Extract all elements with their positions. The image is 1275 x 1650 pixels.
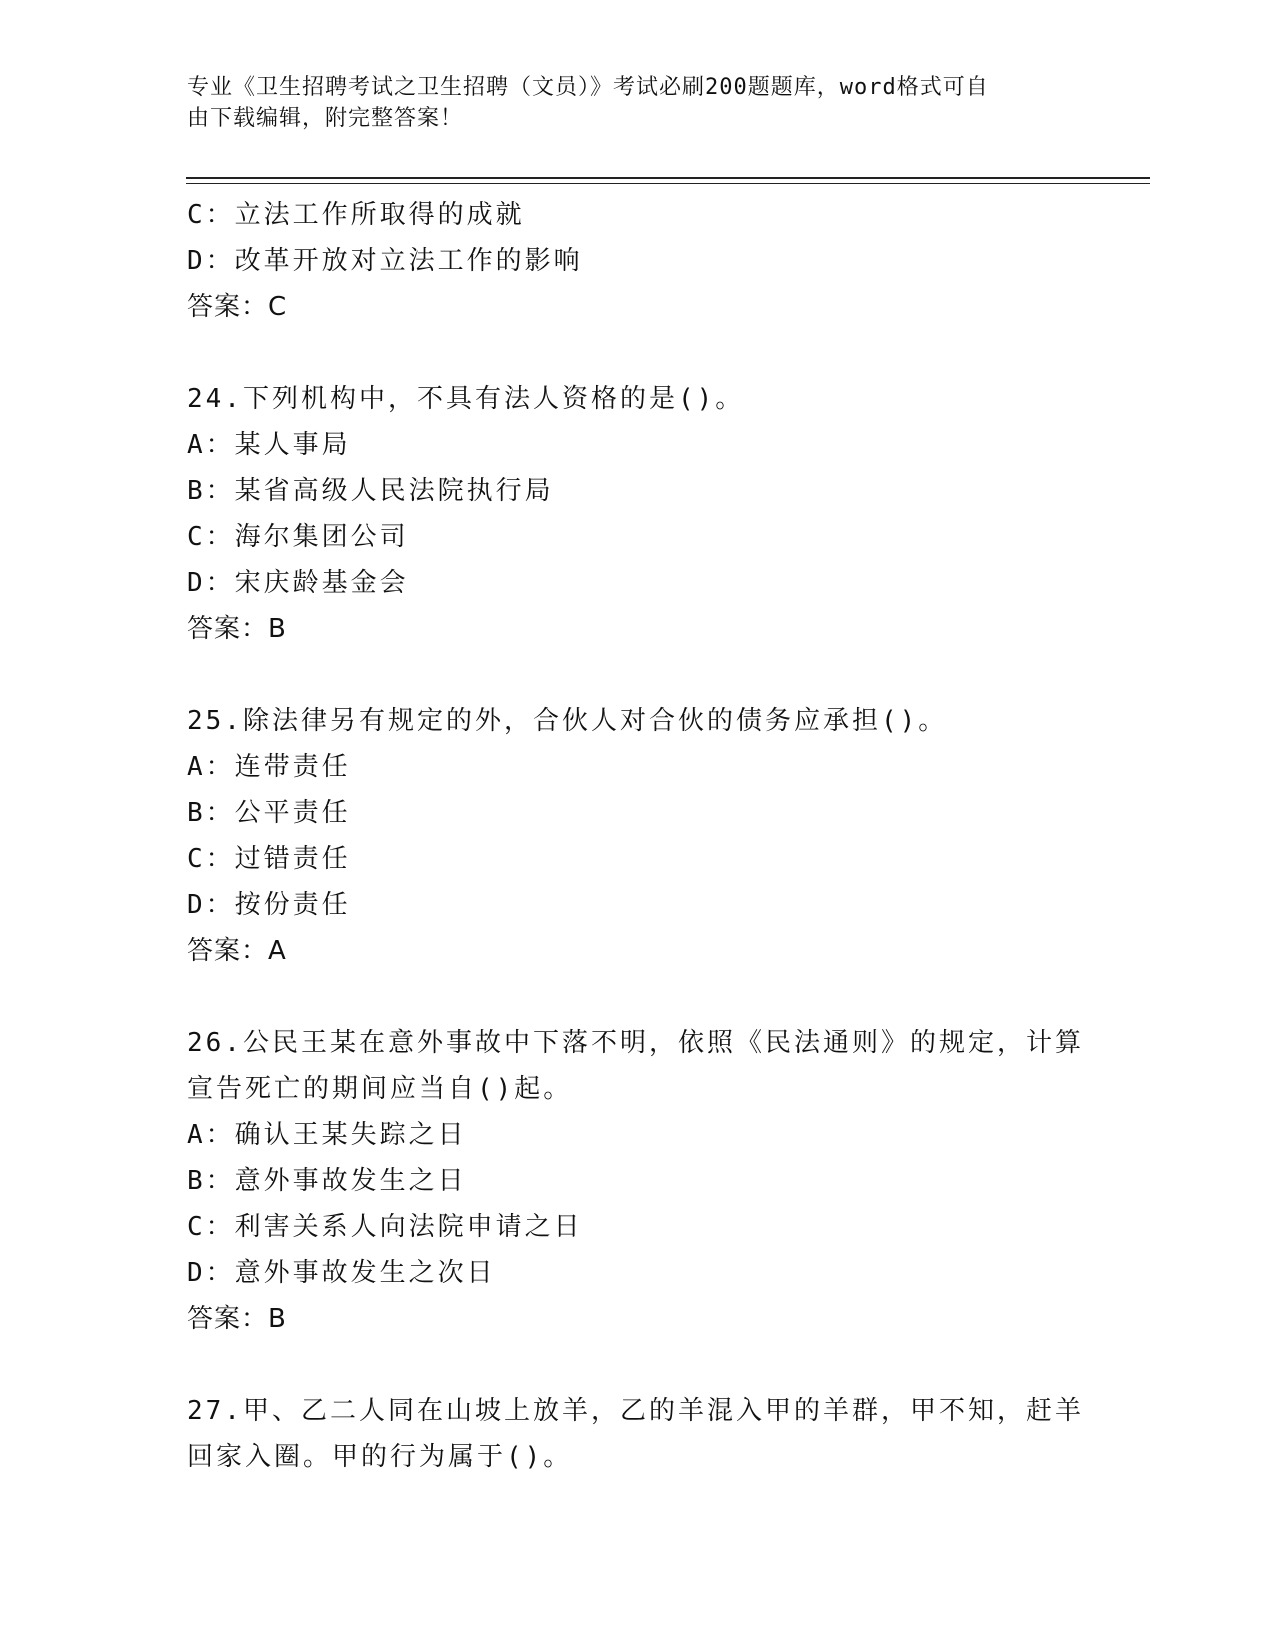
header-rule-thick bbox=[186, 177, 1150, 179]
question-list bbox=[187, 192, 1087, 1480]
option-a: A：某人事局 bbox=[187, 430, 351, 460]
answer-line: 答案：B bbox=[187, 1304, 287, 1334]
question-25-text: 25.除法律另有规定的外，合伙人对合伙的债务应承担()。 bbox=[187, 706, 948, 736]
option-a: A：连带责任 bbox=[187, 752, 351, 782]
header-line-1: 专业《卫生招聘考试之卫生招聘（文员）》考试必刷200题题库，word格式可自 bbox=[187, 75, 989, 100]
option-b: B：意外事故发生之日 bbox=[187, 1166, 467, 1196]
option-d: D：宋庆龄基金会 bbox=[187, 568, 409, 598]
answer-line: 答案：C bbox=[187, 292, 288, 322]
document-header bbox=[187, 72, 1067, 134]
question-26-text-line-2: 宣告死亡的期间应当自()起。 bbox=[187, 1074, 573, 1104]
option-b: B：公平责任 bbox=[187, 798, 351, 828]
header-line-2: 由下载编辑，附完整答案！ bbox=[187, 106, 464, 131]
question-27-text-line-1: 27.甲、乙二人同在山坡上放羊，乙的羊混入甲的羊群，甲不知，赶羊 bbox=[187, 1396, 1084, 1426]
option-b: B：某省高级人民法院执行局 bbox=[187, 476, 554, 506]
answer-line: 答案：A bbox=[187, 936, 287, 966]
header-rule-thin bbox=[186, 183, 1150, 184]
answer-line: 答案：B bbox=[187, 614, 287, 644]
option-c: C：海尔集团公司 bbox=[187, 522, 409, 552]
option-d: D：按份责任 bbox=[187, 890, 351, 920]
option-a: A：确认王某失踪之日 bbox=[187, 1120, 467, 1150]
question-27-text-line-2: 回家入圈。甲的行为属于()。 bbox=[187, 1442, 573, 1472]
option-c: C：立法工作所取得的成就 bbox=[187, 200, 525, 230]
option-d: D：改革开放对立法工作的影响 bbox=[187, 246, 583, 276]
question-26-text-line-1: 26.公民王某在意外事故中下落不明，依照《民法通则》的规定，计算 bbox=[187, 1028, 1084, 1058]
option-d: D：意外事故发生之次日 bbox=[187, 1258, 496, 1288]
option-c: C：过错责任 bbox=[187, 844, 351, 874]
option-c: C：利害关系人向法院申请之日 bbox=[187, 1212, 583, 1242]
question-24-text: 24.下列机构中，不具有法人资格的是()。 bbox=[187, 384, 745, 414]
